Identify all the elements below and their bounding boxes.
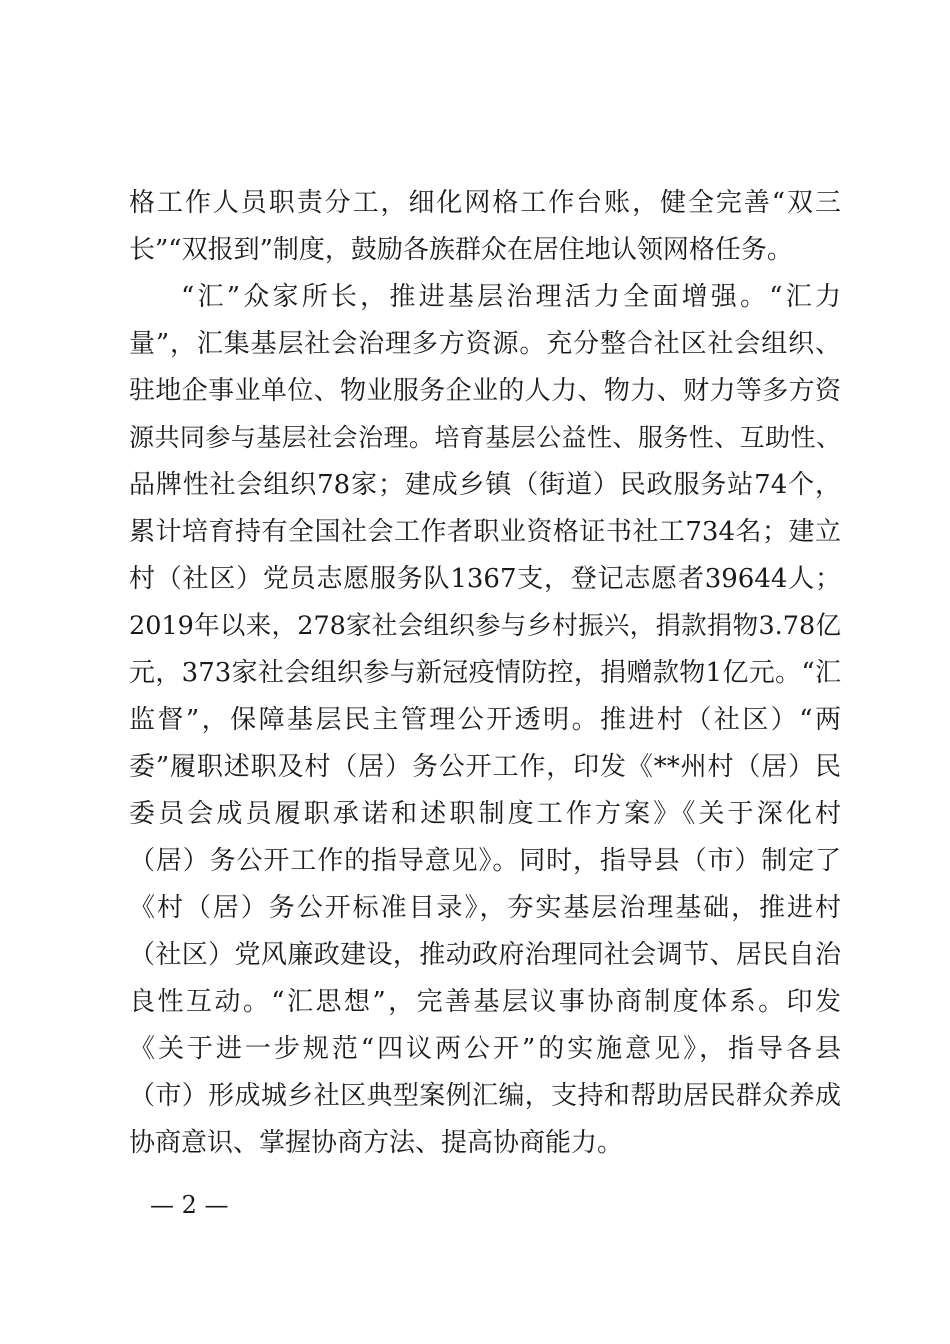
body-line-13: 委”履职述职及村（居）务公开工作，印发《**州村（居）民 (129, 752, 841, 782)
body-line-8: 累计培育持有全国社会工作者职业资格证书社工734名；建立 (129, 517, 841, 547)
body-line-20: （市）形成城乡社区典型案例汇编，支持和帮助居民群众养成 (129, 1081, 841, 1111)
body-line-6: 源共同参与基层社会治理。培育基层公益性、服务性、互助性、 (129, 423, 841, 452)
page-number: — 2 — (150, 1191, 229, 1219)
body-line-17: （社区）党风廉政建设，推动政府治理同社会调节、居民自治 (129, 940, 841, 970)
body-line-16: 《村（居）务公开标准目录》，夯实基层治理基础，推进村 (129, 893, 841, 923)
body-line-5: 驻地企事业单位、物业服务企业的人力、物力、财力等多方资 (129, 376, 841, 406)
body-line-10: 2019年以来，278家社会组织参与乡村振兴，捐款捐物3.78亿 (129, 611, 841, 641)
body-line-14: 委员会成员履职承诺和述职制度工作方案》《关于深化村 (129, 799, 841, 829)
body-line-21: 协商意识、掌握协商方法、提高协商能力。 (129, 1128, 624, 1158)
body-line-3: “汇”众家所长，推进基层治理活力全面增强。“汇力 (181, 282, 841, 312)
body-line-19: 《关于进一步规范“四议两公开”的实施意见》，指导各县 (129, 1034, 841, 1064)
body-line-11: 元，373家社会组织参与新冠疫情防控，捐赠款物1亿元。“汇 (129, 658, 841, 688)
body-line-18: 良性互动。“汇思想”，完善基层议事协商制度体系。印发 (129, 987, 841, 1017)
body-line-9: 村（社区）党员志愿服务队1367支，登记志愿者39644人； (129, 564, 841, 594)
body-line-1: 格工作人员职责分工，细化网格工作台账，健全完善“双三 (129, 188, 841, 218)
body-line-12: 监督”，保障基层民主管理公开透明。推进村（社区）“两 (129, 705, 841, 735)
body-line-7: 品牌性社会组织78家；建成乡镇（街道）民政服务站74个， (129, 470, 841, 500)
body-line-15: （居）务公开工作的指导意见》。同时，指导县（市）制定了 (129, 846, 841, 876)
body-line-2: 长”“双报到”制度，鼓励各族群众在居住地认领网格任务。 (129, 235, 793, 265)
body-line-4: 量”，汇集基层社会治理多方资源。充分整合社区社会组织、 (129, 329, 841, 359)
